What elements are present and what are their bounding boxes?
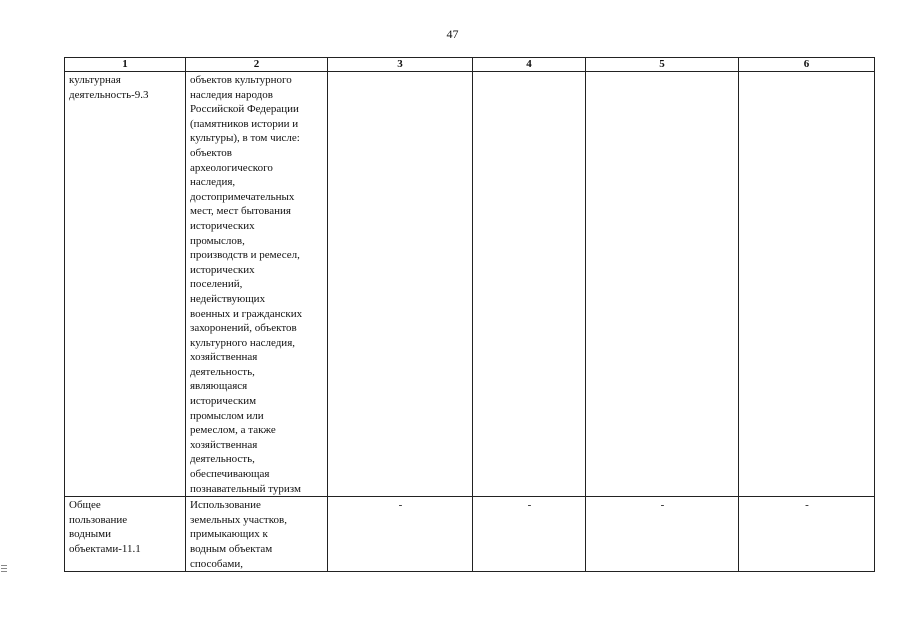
table-cell: -	[586, 497, 739, 572]
column-header: 1	[65, 58, 186, 72]
table-cell	[473, 72, 586, 497]
column-header: 6	[739, 58, 875, 72]
scan-margin-mark	[1, 565, 7, 574]
table-header-row	[65, 58, 875, 72]
table-cell	[328, 72, 473, 497]
column-header: 4	[473, 58, 586, 72]
column-header: 5	[586, 58, 739, 72]
table-row	[65, 72, 875, 497]
table-cell: -	[328, 497, 473, 572]
table-cell: -	[473, 497, 586, 572]
column-header: 3	[328, 58, 473, 72]
regulations-table	[64, 57, 875, 572]
permitted-use-description-cell: Использование земельных участков, примыкающих к водным объектам способами,	[186, 497, 328, 572]
page-number: 47	[446, 27, 459, 41]
table-cell	[586, 72, 739, 497]
permitted-use-description-cell: объектов культурного наследия народов Российской Федерации (памятников истории и культуры), в том числе: объектов археологического наследия, достопримечательных мест, мест бытования исторических промыслов, производств и ремесел, исторических поселений, недействующих военных и гражданских захоронений, объектов культурного наследия, хозяйственная деятельность, являющаяся историческим промыслом или ремеслом, а также хозяйственная деятельность, обеспечивающая познавательный туризм	[186, 72, 328, 497]
column-header: 2	[186, 58, 328, 72]
permitted-use-name-cell: культурная деятельность-9.3	[65, 72, 186, 497]
permitted-use-name-cell: Общее пользование водными объектами-11.1	[65, 497, 186, 572]
table-cell	[739, 72, 875, 497]
table-row	[65, 497, 875, 572]
table-cell: -	[739, 497, 875, 572]
